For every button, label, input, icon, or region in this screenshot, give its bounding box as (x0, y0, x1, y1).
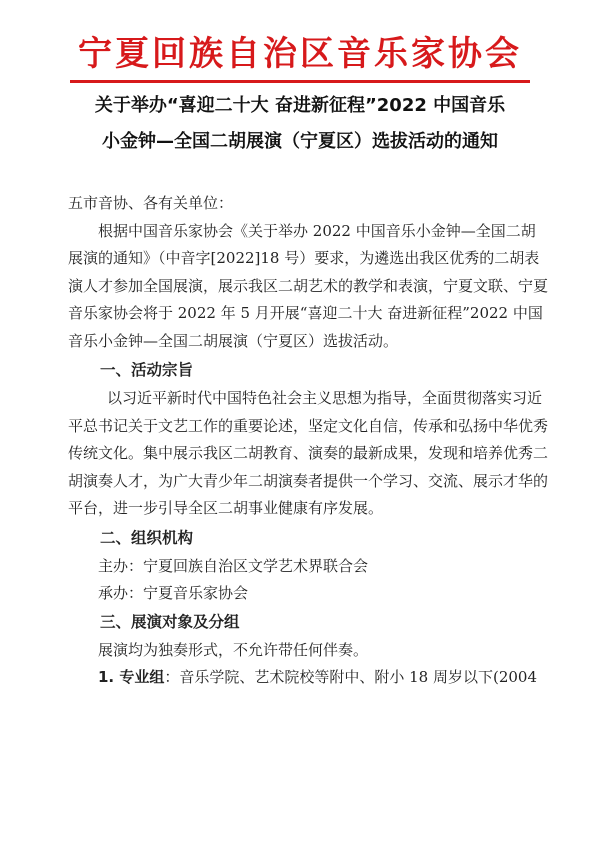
section-3-item-1 (68, 664, 548, 692)
masthead: 宁夏回族自治区音乐家协会 (78, 34, 522, 74)
section-3-heading: 三、展演对象及分组 (100, 612, 240, 631)
section-2-organizer: 承办：宁夏音乐家协会 (98, 583, 249, 602)
document-body (68, 190, 548, 691)
section-3-item-1-label: 1. 专业组 (98, 667, 165, 686)
salutation: 五市音协、各有关单位： (68, 194, 234, 212)
intro-paragraph: 根据中国音乐家协会《关于举办 2022 中国音乐小金钟—全国二胡展演的通知》（中音字[2022]18 号）要求，为遴选出我区优秀的二胡表演人才参加全国展演，展示我区二胡艺术的教学和表演，宁夏文联、宁夏音乐家协会将于 2022 年 5 月开展“喜迎二十大 奋进新征程”2022 中国音乐小金钟—全国二胡展演（宁夏区）选拔活动。 (68, 221, 549, 350)
title-line-1: 关于举办“喜迎二十大 奋进新征程”2022 中国音乐 (94, 95, 506, 116)
section-3-text: 展演均为独奏形式，不允许带任何伴奏。 (98, 640, 369, 659)
section-1-heading: 一、活动宗旨 (100, 361, 194, 379)
masthead-rule (70, 80, 530, 83)
section-1-text: 以习近平新时代中国特色社会主义思想为指导，全面贯彻落实习近平总书记关于文艺工作的重要论述，坚定文化自信，传承和弘扬中华优秀传统文化。集中展示我区二胡教育、演奏的最新成果，发现和培养优秀二胡演奏人才，为广大青少年二胡演奏者提供一个学习、交流、展示才华的平台，进一步引导全区二胡事业健康有序发展。 (68, 389, 549, 517)
section-2-host: 主办：宁夏回族自治区文学艺术界联合会 (98, 556, 369, 575)
document-title (40, 88, 560, 160)
title-line-2: 小金钟—全国二胡展演（宁夏区）选拔活动的通知 (102, 131, 498, 152)
section-2-heading: 二、组织机构 (100, 528, 194, 547)
section-3-item-1-text: ：音乐学院、艺术院校等附中、附小 18 周岁以下(2004 (164, 667, 538, 686)
